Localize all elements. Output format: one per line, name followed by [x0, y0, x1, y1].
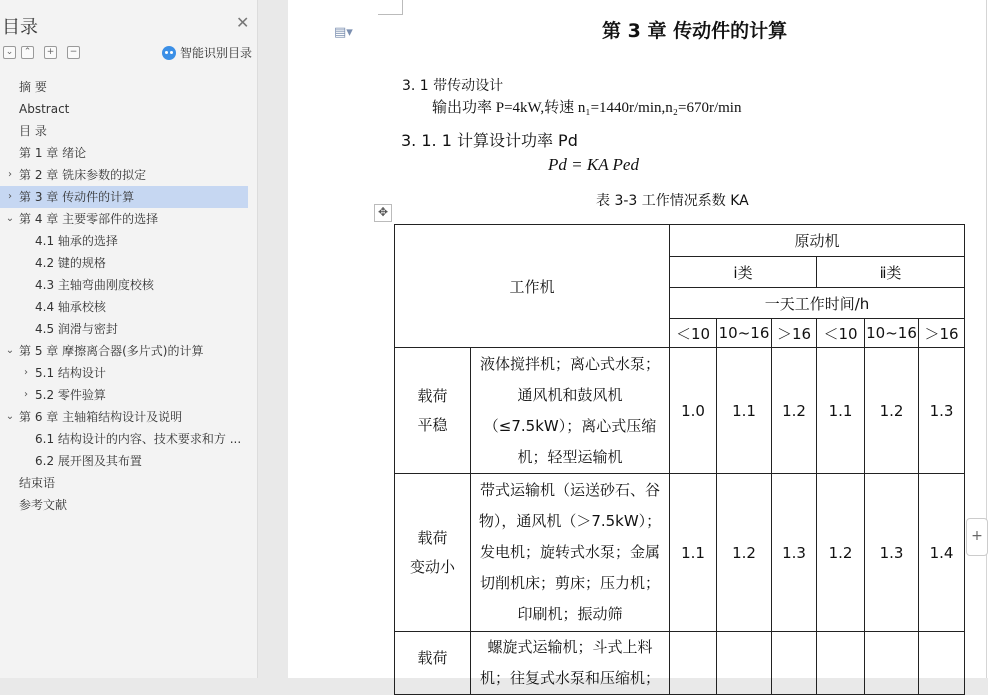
- toc-item[interactable]: [0, 296, 248, 318]
- machine-description-line: 通风机和鼓风机: [517, 385, 623, 404]
- factor-value-cell: 1.3: [865, 474, 919, 632]
- toc-item[interactable]: [0, 76, 248, 98]
- toc-item-label: 第 6 章 主轴箱结构设计及说明: [19, 410, 183, 424]
- toc-pane-title: 目录: [2, 17, 38, 38]
- toc-item[interactable]: [0, 98, 248, 120]
- machine-description-line: 带式运输机（运送砂石、谷: [479, 481, 660, 499]
- hours-header-cell: ＞16: [772, 319, 817, 348]
- toc-item[interactable]: [0, 472, 248, 494]
- toc-item-label: 4.1 轴承的选择: [35, 234, 118, 248]
- chevron-down-icon[interactable]: ⌄: [5, 411, 15, 422]
- page-corner-marker: [378, 0, 403, 15]
- toc-item-label: 参考文献: [19, 498, 68, 512]
- factor-value-cell: 1.2: [865, 348, 919, 474]
- load-category-cell: [395, 632, 471, 695]
- machine-description-cell: [471, 632, 670, 695]
- ai-robot-icon: [162, 46, 176, 60]
- toc-item[interactable]: [0, 208, 248, 230]
- factor-value-cell: 1.2: [717, 474, 772, 632]
- machine-description-line: 液体搅拌机；离心式水泵；: [479, 354, 660, 373]
- load-category-cell: [395, 348, 471, 474]
- toc-item-label: 4.2 键的规格: [35, 256, 106, 270]
- toc-item-label: 4.3 主轴弯曲刚度校核: [35, 278, 154, 292]
- toc-item[interactable]: [0, 428, 248, 450]
- toc-item[interactable]: [0, 450, 248, 472]
- page-edge: [986, 0, 987, 678]
- toc-item-label: 第 1 章 绪论: [19, 146, 87, 160]
- toc-item-label: Abstract: [19, 102, 70, 116]
- machine-description-line: 机；往复式水泵和压缩机；: [479, 669, 660, 687]
- factor-value-cell: 1.3: [772, 474, 817, 632]
- section-heading: 3. 1 带传动设计: [402, 78, 504, 94]
- machine-description-line: 机；轻型运输机: [517, 447, 623, 466]
- header-hours: 一天工作时间/h: [670, 288, 965, 319]
- toc-item-label: 5.1 结构设计: [35, 366, 106, 380]
- table-move-handle-icon[interactable]: ✥: [374, 204, 392, 222]
- close-icon[interactable]: ✕: [236, 13, 250, 32]
- toc-item[interactable]: [0, 494, 248, 516]
- smart-detect-toc-button[interactable]: [162, 44, 252, 61]
- load-category-cell: [395, 474, 471, 632]
- chevron-right-icon[interactable]: ›: [24, 389, 28, 400]
- chevron-right-icon[interactable]: ›: [8, 169, 12, 180]
- machine-description-line: 切削机床；剪床；压力机；: [479, 574, 660, 592]
- toc-item[interactable]: [0, 142, 248, 164]
- add-item-icon[interactable]: +: [44, 46, 57, 59]
- chevron-down-icon[interactable]: ⌄: [5, 213, 15, 224]
- toc-item[interactable]: [0, 318, 248, 340]
- table-row: [395, 632, 965, 695]
- add-button[interactable]: +: [966, 518, 988, 556]
- toc-item[interactable]: [0, 252, 248, 274]
- chapter-title: 第 3 章 传动件的计算: [602, 20, 788, 42]
- hours-header-cell: ＜10: [670, 319, 717, 348]
- toc-item[interactable]: [0, 274, 248, 296]
- factor-value-cell: [670, 632, 717, 695]
- factor-value-cell: 1.1: [817, 348, 865, 474]
- formula-text: Pd = KA Ped: [548, 155, 639, 174]
- machine-description-cell: [471, 348, 670, 474]
- load-category-line: 平稳: [417, 415, 448, 434]
- load-category-line: 变动小: [409, 557, 455, 576]
- machine-description-line: （≤7.5kW）；离心式压缩: [483, 416, 657, 435]
- factor-value-cell: [772, 632, 817, 695]
- factor-value-cell: 1.1: [670, 474, 717, 632]
- toc-item[interactable]: [0, 186, 248, 208]
- factor-value-cell: 1.2: [817, 474, 865, 632]
- formula: [548, 155, 639, 175]
- toc-item[interactable]: [0, 340, 248, 362]
- factor-value-cell: [817, 632, 865, 695]
- expand-all-icon[interactable]: ⌄: [3, 46, 16, 59]
- toc-item-label: 摘 要: [19, 80, 47, 94]
- hours-header-cell: 10~16: [865, 319, 919, 348]
- toc-item-label: 目 录: [19, 124, 47, 138]
- toc-item[interactable]: [0, 406, 248, 428]
- collapse-all-icon[interactable]: ⌃: [21, 46, 34, 59]
- header-prime-mover: 原动机: [670, 225, 965, 257]
- document-options-icon[interactable]: ▤▾: [334, 25, 353, 40]
- factor-value-cell: 1.1: [717, 348, 772, 474]
- factor-value-cell: 1.2: [772, 348, 817, 474]
- toc-item-label: 第 2 章 铣床参数的拟定: [19, 168, 147, 182]
- smart-detect-label: 智能识别目录: [180, 46, 253, 60]
- toc-item-label: 4.4 轴承校核: [35, 300, 106, 314]
- factor-value-cell: [919, 632, 965, 695]
- subsection-heading: 3. 1. 1 计算设计功率 Pd: [401, 131, 578, 150]
- toc-item[interactable]: [0, 362, 248, 384]
- toc-item-label: 5.2 零件验算: [35, 388, 106, 402]
- table-caption: 表 3-3 工作情况系数 KA: [596, 193, 749, 209]
- toc-item-label: 第 4 章 主要零部件的选择: [19, 212, 159, 226]
- machine-description-line: 发电机；旋转式水泵；金属: [479, 543, 660, 561]
- section-text: 输出功率 P=4kW,转速 n₁=1440r/min,n₂=670r/min: [432, 100, 742, 116]
- load-category-line: 载荷: [417, 386, 448, 405]
- header-class-2: ⅱ类: [817, 257, 965, 288]
- factor-value-cell: 1.0: [670, 348, 717, 474]
- table-row: [395, 348, 965, 474]
- hours-header-cell: ＞16: [919, 319, 965, 348]
- load-category-line: 载荷: [417, 528, 448, 547]
- toc-item-label: 第 5 章 摩擦离合器(多片式)的计算: [19, 344, 204, 358]
- header-machine: 工作机: [395, 225, 670, 348]
- machine-description-line: 印刷机；振动筛: [517, 605, 623, 623]
- toc-item-label: 第 3 章 传动件的计算: [19, 190, 135, 204]
- toc-item-label: 4.5 润滑与密封: [35, 322, 118, 336]
- factor-value-cell: [865, 632, 919, 695]
- table-row: [395, 474, 965, 632]
- toc-item[interactable]: [0, 230, 248, 252]
- machine-description-line: 螺旋式运输机；斗式上料: [487, 638, 653, 656]
- load-category-line: 载荷: [417, 649, 448, 667]
- toc-item-label: 6.1 结构设计的内容、技术要求和方 ...: [35, 432, 242, 446]
- toc-item[interactable]: [0, 120, 248, 142]
- factor-value-cell: 1.4: [919, 474, 965, 632]
- toc-item-label: 结束语: [19, 476, 56, 490]
- header-class-1: ⅰ类: [670, 257, 817, 288]
- chevron-down-icon[interactable]: ⌄: [5, 345, 15, 356]
- toc-item-label: 6.2 展开图及其布置: [35, 454, 142, 468]
- hours-header-cell: ＜10: [817, 319, 865, 348]
- machine-description-cell: [471, 474, 670, 632]
- toc-item[interactable]: [0, 164, 248, 186]
- toc-list: [0, 76, 257, 516]
- hours-header-cell: 10~16: [717, 319, 772, 348]
- toc-pane: [0, 0, 258, 678]
- factor-value-cell: [717, 632, 772, 695]
- toc-item[interactable]: [0, 384, 248, 406]
- factor-value-cell: 1.3: [919, 348, 965, 474]
- chevron-right-icon[interactable]: ›: [24, 367, 28, 378]
- remove-item-icon[interactable]: −: [67, 46, 80, 59]
- chevron-right-icon[interactable]: ›: [8, 191, 12, 202]
- service-factor-table: [394, 224, 965, 695]
- machine-description-line: 物），通风机（＞7.5kW）；: [478, 512, 662, 530]
